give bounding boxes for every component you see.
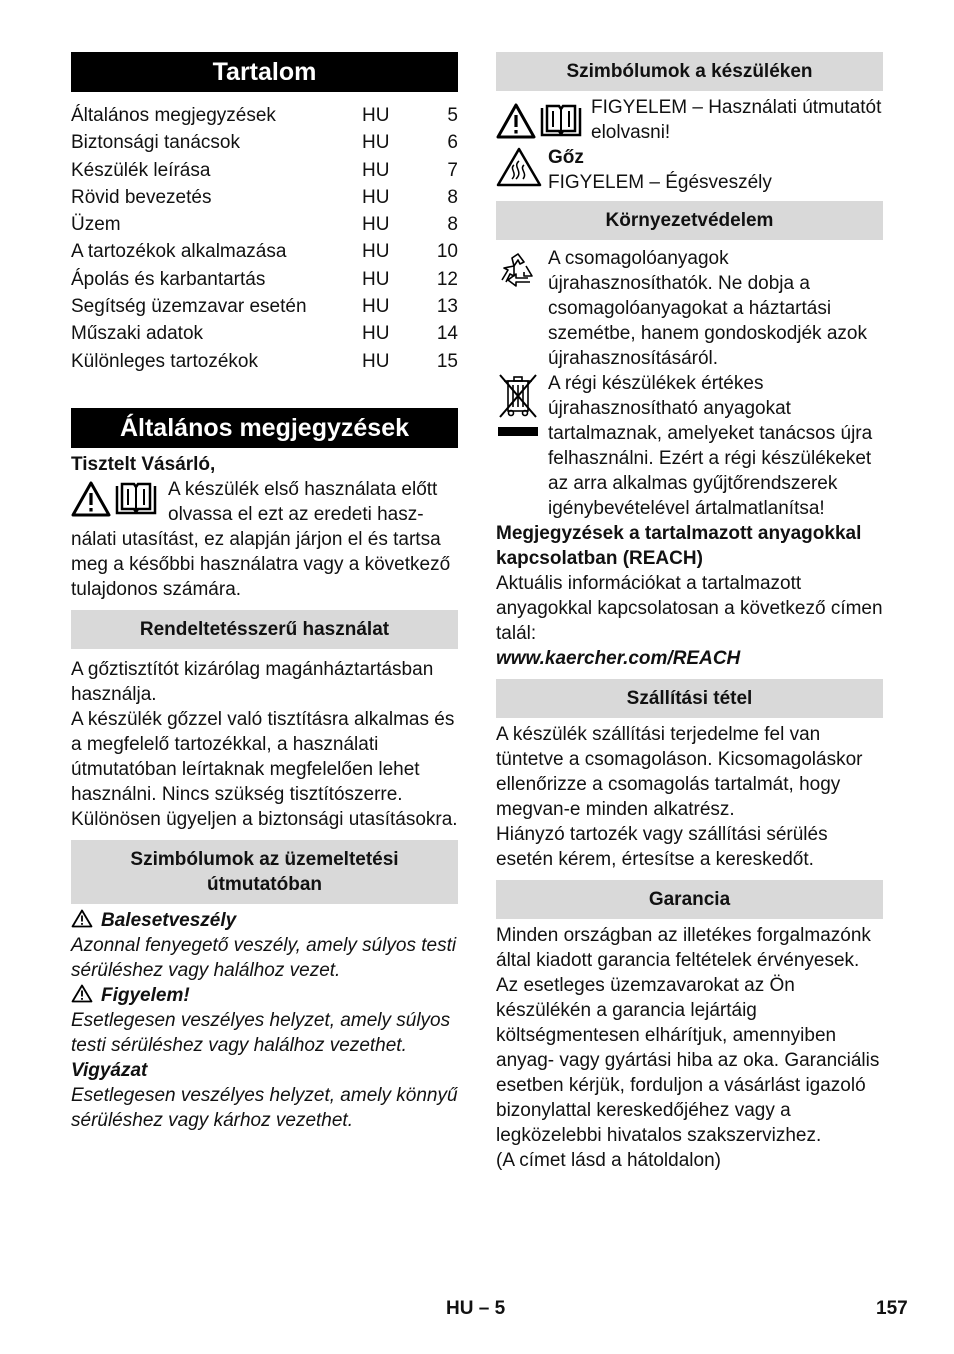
toc-row [71, 211, 458, 238]
footer-section-label: HU – 5 [446, 1298, 506, 1319]
recycle-text: A csomagolóanyagok újrahasznosíthatók. Ne dobja a csomagolóanyagokat a háztartási szemétbe, hanem gondoskodjék azok újrahasznosításáról. [548, 248, 867, 369]
warranty-p1: Minden országban az illetékes forgalmazónk által kiadott garancia feltételek érvényesek. Az esetleges üzemzavarokat az Ön készülékén a garancia lejártáig költségmentesen elhárítjuk, amennyiben anyag- vagy gyártási hiba az oka. Garanciális esetben kérjük, forduljon a vásárlást igazoló bizonylattal kereskedőjéhez vagy a legközelebbi hivatalos szakszervizhez. [496, 925, 880, 1146]
toc-lang-code: HU [362, 241, 390, 263]
weee-text: A régi készülékek értékes újrahasznosítható anyagokat tartalmaznak, amelyeket tanácsos újra felhasználni. Ezért a régi készülékeket az arra alkalmas gyűjtőrendszerek igénybevételével ártalmatlanítsa! [548, 373, 873, 519]
toc-row [71, 238, 458, 265]
toc-page-number: 6 [447, 132, 458, 154]
toc-page-number: 15 [436, 350, 458, 372]
toc-page-number: 5 [447, 105, 458, 126]
toc-row [71, 266, 458, 293]
manual-book-icon [114, 481, 158, 517]
caution-title: Vigyázat [71, 1059, 148, 1081]
intro-rest-text: nálati utasítást, ez alapján járjon el és tartsa meg a későbbi használatra vagy a következő tulajdonos számára. [71, 528, 451, 600]
toc-title: A tartozékok alkalmazása [71, 241, 287, 263]
symbols-manual-heading: Szimbólumok az üzemeltetési útmutatóban [71, 840, 458, 904]
toc-list [71, 102, 458, 375]
intended-use-p2: A készülék gőzzel való tisztításra alkalmas és a megfelelő tartozékkal, a használati útmutatóban leírtaknak megfelelően lehet használni. Nincs szükség tisztítószerre. [71, 708, 455, 805]
warning-small-icon [71, 909, 93, 928]
weee-row [496, 371, 883, 521]
recycle-icon [496, 252, 540, 290]
left-column [71, 52, 458, 1133]
toc-title: Készülék leírása [71, 159, 211, 181]
toc-page-number: 8 [447, 214, 458, 236]
toc-lang-code: HU [362, 186, 390, 208]
steam-symbol-row [496, 145, 883, 195]
crossed-bin-icon [496, 373, 540, 443]
warning-small-icon [71, 984, 93, 1003]
warranty-p2: (A címet lásd a hátoldalon) [496, 1150, 721, 1171]
toc-row [71, 102, 458, 129]
toc-title: Üzem [71, 214, 121, 236]
toc-row [71, 129, 458, 156]
intro-block [71, 477, 458, 527]
delivery-heading: Szállítási tétel [496, 679, 883, 718]
manual-symbol-text: FIGYELEM – Használati útmutatót elolvasni! [591, 97, 882, 143]
reach-title: Megjegyzések a tartalmazott anyagokkal kapcsolatban (REACH) [496, 523, 862, 569]
toc-title: Általános megjegyzések [71, 105, 276, 126]
toc-lang-code: HU [362, 159, 390, 181]
toc-lang-code: HU [362, 132, 390, 154]
right-column [496, 52, 883, 1173]
toc-lang-code: HU [362, 323, 390, 345]
toc-title: Különleges tartozékok [71, 350, 258, 372]
toc-row [71, 184, 458, 211]
symbols-device-heading: Szimbólumok a készüléken [496, 52, 883, 91]
reach-text: Aktuális információkat a tartalmazott anyagokkal kapcsolatosan a következő címen talál: [496, 573, 883, 644]
intended-use-p1: A gőztisztítót kizárólag magánháztartásban használja. [71, 658, 434, 705]
warning-title-row [71, 983, 458, 1008]
footer-page-number: 157 [876, 1298, 908, 1319]
toc-heading: Tartalom [71, 52, 458, 92]
toc-title: Ápolás és karbantartás [71, 268, 266, 290]
danger-title-row [71, 908, 458, 933]
danger-title: Balesetveszély [101, 909, 237, 931]
delivery-p1: A készülék szállítási terjedelme fel van tüntetve a csomagoláson. Kicsomagoláskor ellenőrizze a csomagolás tartalmát, hogy megvan-e minden alkatrész. [496, 724, 863, 820]
toc-title: Rövid bevezetés [71, 186, 212, 208]
toc-page-number: 13 [436, 296, 458, 318]
toc-page-number: 14 [436, 323, 458, 345]
hot-steam-warning-icon [496, 147, 542, 187]
toc-lang-code: HU [362, 105, 390, 126]
toc-row [71, 348, 458, 375]
intended-use-heading: Rendeltetésszerű használat [71, 610, 458, 649]
toc-row [71, 157, 458, 184]
recycle-row [496, 246, 883, 371]
toc-row [71, 293, 458, 320]
toc-title: Műszaki adatok [71, 323, 204, 345]
toc-lang-code: HU [362, 268, 390, 290]
steam-title: Gőz [548, 147, 584, 168]
warning-triangle-icon [71, 481, 111, 517]
toc-page-number: 8 [447, 186, 458, 208]
toc-title: Segítség üzemzavar esetén [71, 296, 307, 318]
intended-use-p3: Különösen ügyeljen a biztonsági utasításokra. [71, 808, 458, 830]
general-heading: Általános megjegyzések [71, 408, 458, 448]
warning-title: Figyelem! [101, 984, 190, 1006]
toc-page-number: 10 [436, 241, 458, 263]
steam-text: FIGYELEM – Égésveszély [548, 172, 772, 193]
warranty-heading: Garancia [496, 880, 883, 919]
salutation: Tisztelt Vásárló, [71, 453, 216, 475]
toc-lang-code: HU [362, 350, 390, 372]
environment-heading: Környezetvédelem [496, 201, 883, 240]
warning-text: Esetlegesen veszélyes helyzet, amely súlyos testi sérüléshez vagy halálhoz vezethet. [71, 1009, 451, 1056]
toc-lang-code: HU [362, 296, 390, 318]
caution-text: Esetlegesen veszélyes helyzet, amely könnyű sérüléshez vagy kárhoz vezethet. [71, 1084, 458, 1131]
reach-link[interactable]: www.kaercher.com/REACH [496, 648, 741, 669]
toc-title: Biztonsági tanácsok [71, 132, 240, 154]
toc-lang-code: HU [362, 214, 390, 236]
toc-row [71, 320, 458, 347]
manual-book-icon [539, 103, 583, 139]
toc-page-number: 12 [436, 268, 458, 290]
intro-first-text: A készülék első használata előtt olvassa el ezt az eredeti hasz- [168, 478, 438, 525]
warning-triangle-icon [496, 103, 536, 139]
delivery-p2: Hiányzó tartozék vagy szállítási sérülés esetén kérem, értesítse a kereskedőt. [496, 824, 828, 870]
toc-page-number: 7 [447, 159, 458, 181]
danger-text: Azonnal fenyegető veszély, amely súlyos testi sérüléshez vagy halálhoz vezet. [71, 934, 457, 981]
manual-symbol-row [496, 95, 883, 145]
